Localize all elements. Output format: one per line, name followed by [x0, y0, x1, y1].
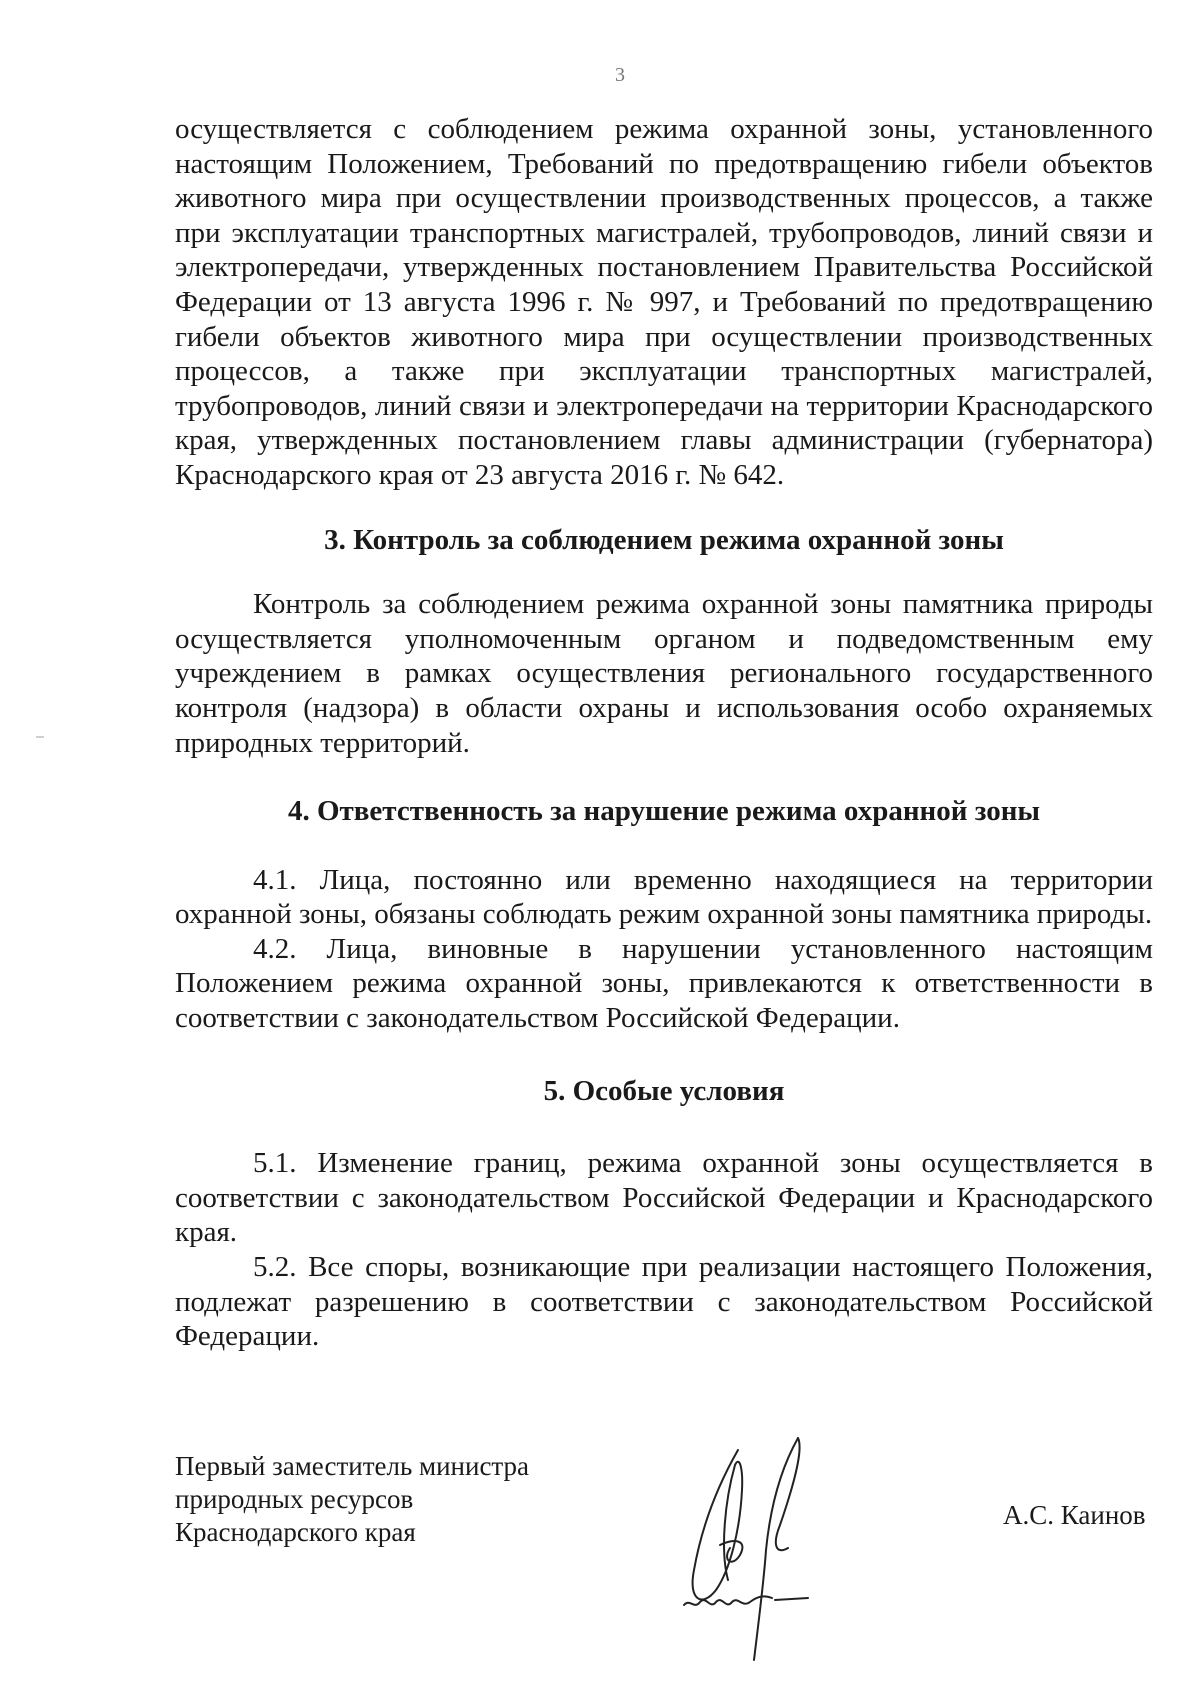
section-4-item-2: 4.2. Лица, виновные в нарушении установленного настоящим Положением режима охранной зоны, привлекаются к ответственности в соответствии с законодательством Российской Федерации. — [175, 932, 1153, 1035]
signer-position — [175, 1450, 529, 1549]
section-4-item-1: 4.1. Лица, постоянно или временно находящиеся на территории охранной зоны, обязаны соблюдать режим охранной зоны памятника природы. — [175, 863, 1153, 931]
section-3-title: 3. Контроль за соблюдением режима охранной зоны — [324, 523, 1004, 556]
signature-stroke-6 — [775, 1598, 808, 1600]
signature-stroke-3 — [776, 1438, 800, 1550]
signer-name: А.С. Каинов — [1003, 1500, 1146, 1530]
intro-paragraph: осуществляется с соблюдением режима охранной зоны, установленного настоящим Положением, Требований по предотвращению гибели объектов животного мира при осуществлении производственных процессов, а также при эксплуатации транспортных магистралей, трубопроводов, линий связи и электропередачи, утвержденных постановлением Правительства Российской Федерации от 13 августа 1996 г. № 997, и Требований по предотвращению гибели объектов животного мира при осуществлении производственных процессов, а также при эксплуатации транспортных магистралей, трубопроводов, линий связи и электропередачи на территории Краснодарского края, утвержденных постановлением главы администрации (губернатора) Краснодарского края от 23 августа 2016 г. № 642. — [175, 113, 1153, 491]
section-5-item-1: 5.1. Изменение границ, режима охранной зоны осуществляется в соответствии с законодательством Российской Федерации и Краснодарского края. — [175, 1147, 1153, 1249]
handwritten-signature — [680, 1430, 850, 1670]
section-3-paragraph: Контроль за соблюдением режима охранной зоны памятника природы осуществляется уполномоченным органом и подведомственным ему учреждением в рамках осуществления регионального государственного контроля (надзора) в области охраны и использования особо охраняемых природных территорий. — [175, 588, 1153, 759]
signer-position-line-2: природных ресурсов — [175, 1484, 414, 1514]
margin-mark — [36, 736, 44, 738]
section-4-title: 4. Ответственность за нарушение режима охранной зоны — [287, 795, 1041, 828]
signature-stroke-1 — [693, 1450, 743, 1600]
page-number: 3 — [615, 64, 625, 86]
section-5-title: 5. Особые условия — [543, 1074, 785, 1107]
document-body — [175, 112, 1153, 1354]
signature-stroke-2 — [754, 1438, 798, 1660]
section-5-item-2: 5.2. Все споры, возникающие при реализации настоящего Положения, подлежат разрешению в соответствии с законодательством Российской Федерации. — [175, 1251, 1153, 1353]
signer-position-line-1: Первый заместитель министра — [175, 1451, 530, 1481]
signer-position-line-3: Краснодарского края — [175, 1517, 416, 1547]
